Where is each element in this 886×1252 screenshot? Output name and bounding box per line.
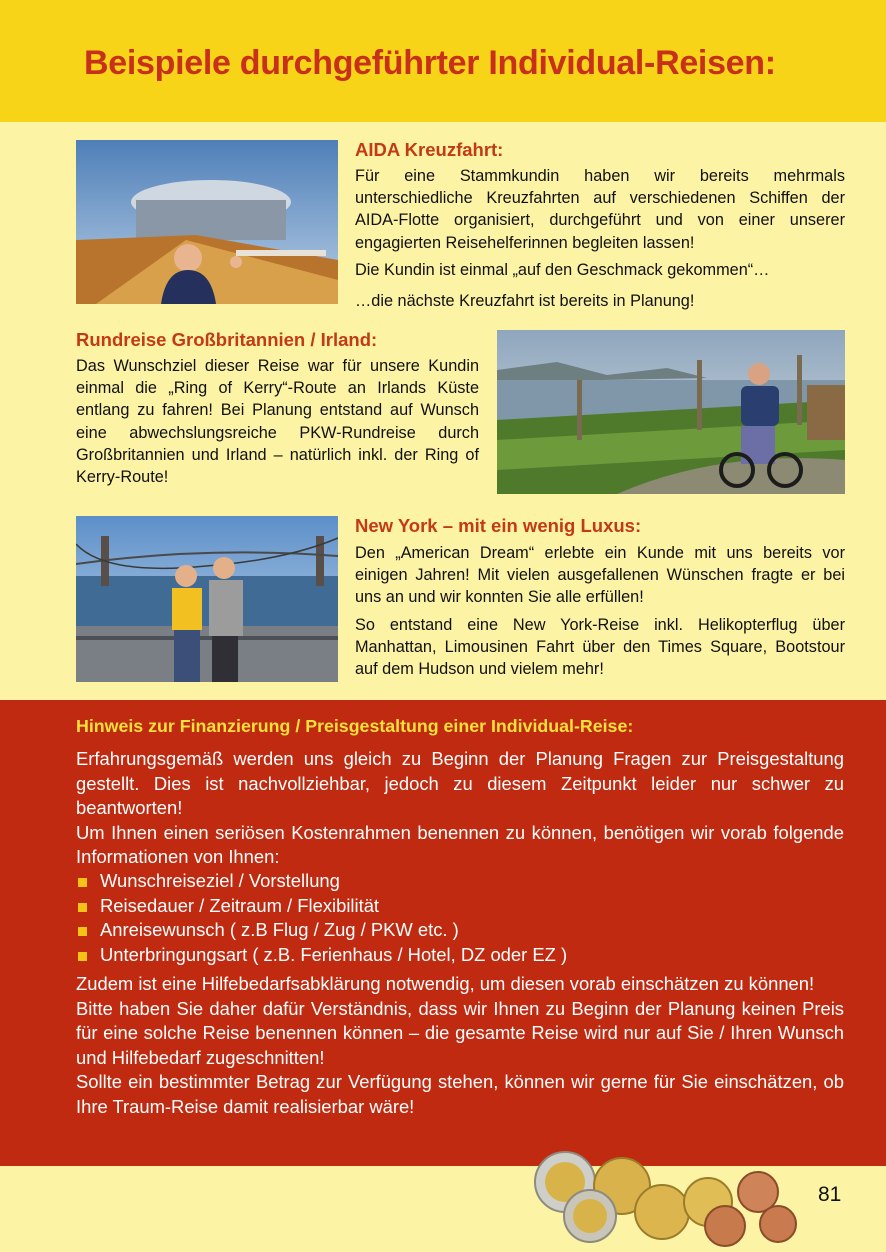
paragraph: Für eine Stammkundin haben wir bereits mehrmals unterschiedliche Kreuzfahrten auf verschiedenen Schiffen der AIDA-Flotte organisiert, durchgeführt und von einer unserer engagierten Reisehelferinnen begleiten lassen! bbox=[355, 167, 845, 252]
financing-list bbox=[76, 869, 567, 967]
bullet-icon bbox=[78, 903, 87, 912]
paragraph: Die Kundin ist einmal „auf den Geschmack gekommen“… bbox=[355, 260, 770, 279]
bullet-icon bbox=[78, 878, 87, 887]
list-item: Unterbringungsart ( z.B. Ferienhaus / Hotel, DZ oder EZ ) bbox=[76, 943, 567, 968]
bullet-icon bbox=[78, 952, 87, 961]
ireland-photo bbox=[497, 330, 845, 494]
paragraph: Sollte ein bestimmter Betrag zur Verfügung stehen, können wir gerne für Sie einschätzen, ob Ihre Traum-Reise damit realisierbar wäre! bbox=[76, 1071, 844, 1117]
section-text-aida bbox=[355, 165, 845, 317]
euro-coins-image bbox=[530, 1150, 810, 1252]
page-number: 81 bbox=[818, 1183, 842, 1206]
financing-outro bbox=[76, 972, 844, 1119]
new-york-photo bbox=[76, 516, 338, 682]
paragraph: …die nächste Kreuzfahrt ist bereits in Planung! bbox=[355, 292, 695, 311]
section-text-new-york bbox=[355, 542, 845, 685]
paragraph: Um Ihnen einen seriösen Kostenrahmen benennen zu können, benötigen wir vorab folgende Informationen von Ihnen: bbox=[76, 821, 844, 867]
cruise-photo bbox=[76, 140, 338, 304]
financing-intro bbox=[76, 747, 844, 870]
list-item: Wunschreiseziel / Vorstellung bbox=[76, 869, 567, 894]
page-title: Beispiele durchgeführter Individual-Reisen: bbox=[84, 44, 776, 82]
paragraph: Erfahrungsgemäß werden uns gleich zu Beginn der Planung Fragen zur Preisgestaltung gestellt. Dies ist nachvollziehbar, jedoch zu diesem Zeitpunkt leider nur schwer zu beantworten! bbox=[76, 748, 844, 818]
list-item: Reisedauer / Zeitraum / Flexibilität bbox=[76, 894, 567, 919]
section-text-ireland bbox=[76, 355, 479, 493]
paragraph: Zudem ist eine Hilfebedarfsabklärung notwendig, um diesen vorab einschätzen zu können! bbox=[76, 973, 815, 994]
list-item: Anreisewunsch ( z.B Flug / Zug / PKW etc. ) bbox=[76, 918, 567, 943]
bullet-icon bbox=[78, 927, 87, 936]
section-title-ireland: Rundreise Großbritannien / Irland: bbox=[76, 329, 378, 350]
paragraph: Das Wunschziel dieser Reise war für unsere Kundin einmal die „Ring of Kerry“-Route an Irlands Küste entlang zu fahren! Bei Planung entstand auf Wunsch eine abwechslungsreiche PKW-Rundreise durch Großbritannien und Irland – natürlich inkl. der Ring of Kerry-Route! bbox=[76, 357, 479, 487]
paragraph: So entstand eine New York-Reise inkl. Helikopterflug über Manhattan, Limousinen Fahrt über den Times Square, Bootstour auf dem Hudson und vielem mehr! bbox=[355, 615, 845, 679]
paragraph: Bitte haben Sie daher dafür Verständnis, dass wir Ihnen zu Beginn der Planung keinen Preis für eine solche Reise benennen können – die gesamte Reise wird nur auf Sie / Ihren Wunsch und Hilfebedarf zugeschnitten! bbox=[76, 997, 844, 1068]
page-header bbox=[0, 0, 886, 122]
section-title-new-york: New York – mit ein wenig Luxus: bbox=[355, 515, 642, 536]
paragraph: Den „American Dream“ erlebte ein Kunde mit uns bereits vor einigen Jahren! Mit vielen ausgefallenen Wünschen fragte er bei uns an und wir konnten Sie alle erfüllen! bbox=[355, 544, 845, 607]
section-title-aida: AIDA Kreuzfahrt: bbox=[355, 139, 504, 160]
financing-title: Hinweis zur Finanzierung / Preisgestaltung einer Individual-Reise: bbox=[76, 716, 634, 736]
